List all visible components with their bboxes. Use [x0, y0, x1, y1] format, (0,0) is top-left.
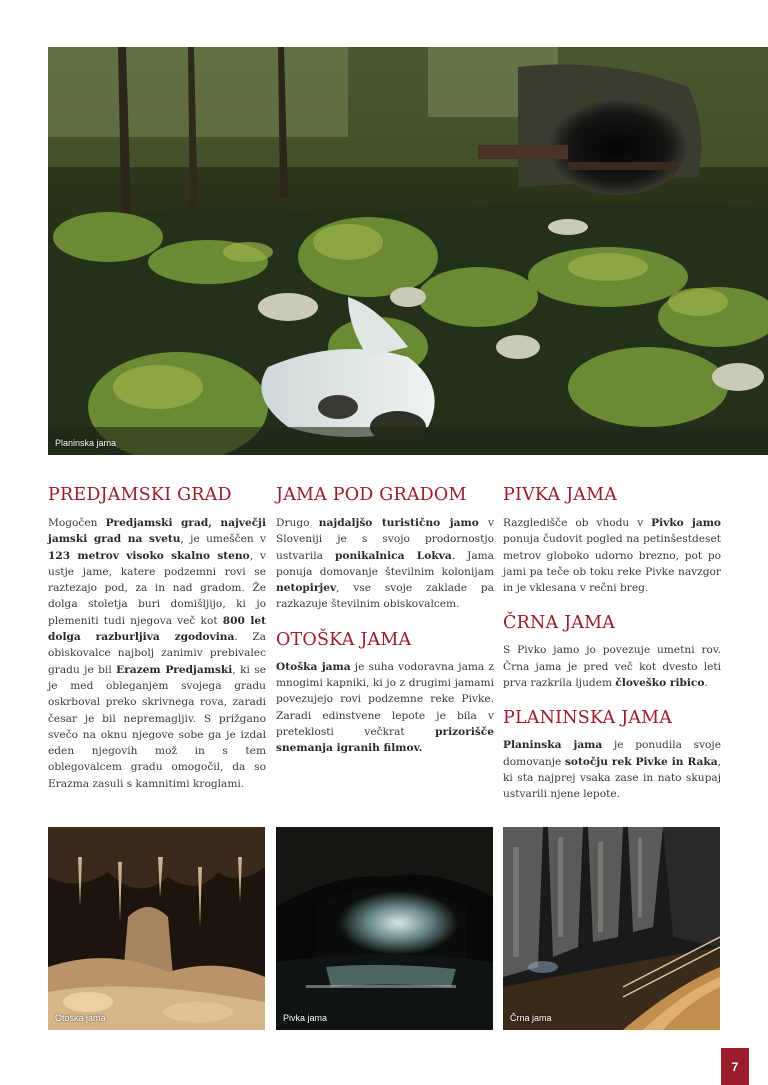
bold-text: sotočju rek Pivke in Raka	[564, 755, 718, 768]
bold-text: Otoška jama	[276, 660, 351, 673]
bold-text: 123 metrov visoko skalno steno	[48, 549, 250, 562]
bold-text: Erazem Predjamski	[116, 663, 233, 676]
bold-text: najdaljšo turistično jamo	[318, 517, 479, 529]
hero-photo-image	[48, 47, 768, 455]
photo-crna-jama-caption: Črna jama	[510, 1013, 552, 1023]
bold-text: Pivko jamo	[651, 517, 721, 529]
bold-text: netopirjev	[276, 582, 337, 595]
bold-text: 800 let dolga razburljiva zgodovina	[48, 614, 266, 644]
photo-crna-jama	[503, 827, 720, 1030]
photo-crna-jama-image	[503, 827, 720, 1030]
photo-otoska-jama-image	[48, 827, 265, 1030]
photo-otoska-jama	[48, 827, 265, 1030]
bold-text: prizorišče snemanja igranih filmov.	[276, 725, 494, 755]
text-otoska-jama: Otoška jama je suha vodoravna jama z mnogimi kapniki, ki jo z drugimi jamami povezujejo rovi podzemne reke Pivke. Zaradi edinstvene lepote je bila v preteklosti večkrat prizorišče snemanja igranih filmov.	[276, 660, 494, 755]
page-number: 7	[721, 1048, 749, 1085]
bold-text: ponikalnica Lokva	[335, 549, 452, 562]
hero-photo	[48, 47, 768, 455]
photo-otoska-jama-caption: Otoška jama	[55, 1013, 106, 1023]
hero-photo-caption: Planinska jama	[55, 438, 117, 448]
heading-jama-pod-gradom: JAMA POD GRADOM	[276, 485, 467, 505]
text-pivka-jama: Razgledišče ob vhodu v Pivko jamo ponuja čudovit pogled na petinšestdeset metrov globoko udorno brezno, pot po jami pa teče ob toku reke Pivke navzgor in je vklesana v rečni breg.	[503, 517, 721, 595]
column-predjamski	[48, 484, 266, 792]
heading-planinska-jama: PLANINSKA JAMA	[503, 708, 673, 729]
photo-pivka-jama-image	[276, 827, 493, 1030]
photo-pivka-jama-caption: Pivka jama	[283, 1013, 328, 1023]
photo-pivka-jama	[276, 827, 493, 1030]
heading-crna-jama: ČRNA JAMA	[503, 613, 616, 634]
heading-pivka-jama: PIVKA JAMA	[503, 485, 618, 505]
bold-text: človeško ribico	[615, 677, 705, 690]
bold-text: Planinska jama	[503, 739, 603, 752]
column-pivka	[503, 484, 721, 803]
text-planinska-jama: Planinska jama je ponudila svoje domovanje sotočju rek Pivke in Raka, ki sta najprej vsaka zase in nato skupaj ustvarili njene lepote.	[503, 739, 721, 801]
text-predjamski-grad: Mogočen Predjamski grad, največji jamski grad na svetu, je umeščen v 123 metrov visoko skalno steno, v ustje jame, katere podzemni rovi se raztezajo pod, za in nad gradom. Že dolga stoletja buri domišljijo, ki jo plemeniti tudi njegova več kot 800 let dolga razburljiva zgodovina. Za obiskovalce najbolj zanimiv prebivalec gradu je bil Erazem Predjamski, ki se je med obleganjem svojega gradu oskrboval preko skrivnega rova, zaradi česar je bil nepremagljiv. S prižgano svečo na oknu njegove sobe ga je izdal eden njegovih mož in s tem oblegovalcem gradu omogočil, da so Erazma zasuli s kamnitimi kroglami.	[48, 517, 267, 790]
bold-text: Predjamski grad, največji jamski grad na svetu	[48, 517, 267, 546]
heading-otoska-jama: OTOŠKA JAMA	[276, 629, 412, 650]
heading-predjamski-grad: PREDJAMSKI GRAD	[48, 485, 232, 505]
column-jama-pod-gradom	[276, 484, 494, 757]
text-jama-pod-gradom: Drugo najdaljšo turistično jamo v Sloveniji je s svojo prodornostjo ustvarila ponikalnica Lokva. Jama ponuja domovanje številnim kolonijam netopirjev, vse svoje zaklade pa razkazuje številnim obiskovalcem.	[276, 517, 494, 611]
text-crna-jama: S Pivko jamo jo povezuje umetni rov. Črna jama je pred več kot dvesto leti prva razkrila ljudem človeško ribico.	[503, 644, 721, 690]
